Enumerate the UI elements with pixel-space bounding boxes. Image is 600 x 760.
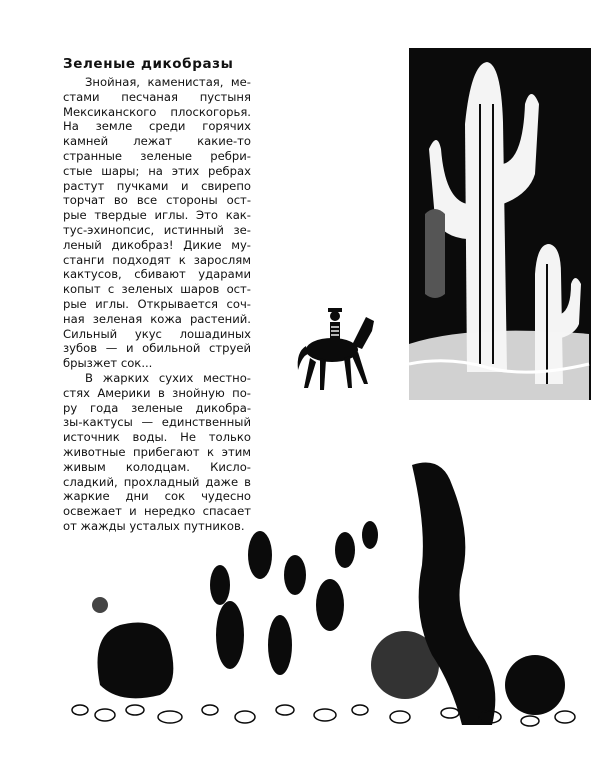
text-line: животные прибегают к этим	[63, 444, 251, 459]
text-line: жаркие дни сок чудесно	[63, 489, 251, 504]
text-line: Знойная, каменистая, ме-	[85, 75, 251, 89]
text-line: На земле среди горячих	[63, 119, 251, 134]
text-line: брызжет сок...	[63, 356, 153, 371]
text-line: ная зеленая кожа растений.	[63, 311, 251, 326]
text-line: растут пучками и свирепо	[63, 178, 251, 193]
text-line: копыт с зеленых шаров ост-	[63, 282, 251, 297]
text-line: ру года зеленые дикобра-	[63, 400, 251, 415]
saguaro-illustration	[405, 44, 595, 404]
text-line: освежает и нередко спасает	[63, 504, 251, 519]
text-line: камней лежат какие-то	[63, 134, 251, 149]
text-line: источник воды. Не только	[63, 430, 251, 445]
text-line: стами песчаная пустыня	[63, 89, 251, 104]
text-line: Мексиканского плоскогорья.	[63, 104, 251, 119]
text-line: тус-эхинопсис, истинный зе-	[63, 222, 251, 237]
text-line: зы-кактусы — единственный	[63, 415, 251, 430]
text-line: кактусов, сбивают ударами	[63, 267, 251, 282]
text-line: станги подходят к зарослям	[63, 252, 251, 267]
text-line: леный дикобраз! Дикие му-	[63, 237, 251, 252]
text-line: торчат во все стороны ост-	[63, 193, 251, 208]
text-line: зубов — и обильной струей	[63, 341, 251, 356]
text-line: Сильный укус лошадиных	[63, 326, 251, 341]
text-line: рые твердые иглы. Это как-	[63, 208, 251, 223]
text-line: от жажды усталых путников.	[63, 518, 245, 533]
text-line: стые шары; на этих ребрах	[63, 163, 251, 178]
article-title: Зеленые дикобразы	[63, 56, 234, 72]
text-line: стях Америки в знойную по-	[63, 385, 251, 400]
horse-rider-illustration	[292, 300, 382, 395]
text-line: В жарких сухих местно-	[85, 370, 251, 385]
barrel-cactus	[98, 623, 174, 699]
text-line: сладкий, прохладный даже в	[63, 474, 251, 489]
text-line: рые иглы. Открывается соч-	[63, 296, 251, 311]
desert-plants-illustration	[60, 455, 595, 730]
text-line: странные зеленые ребри-	[63, 148, 251, 163]
text-line: живым колодцам. Кисло-	[63, 459, 251, 474]
